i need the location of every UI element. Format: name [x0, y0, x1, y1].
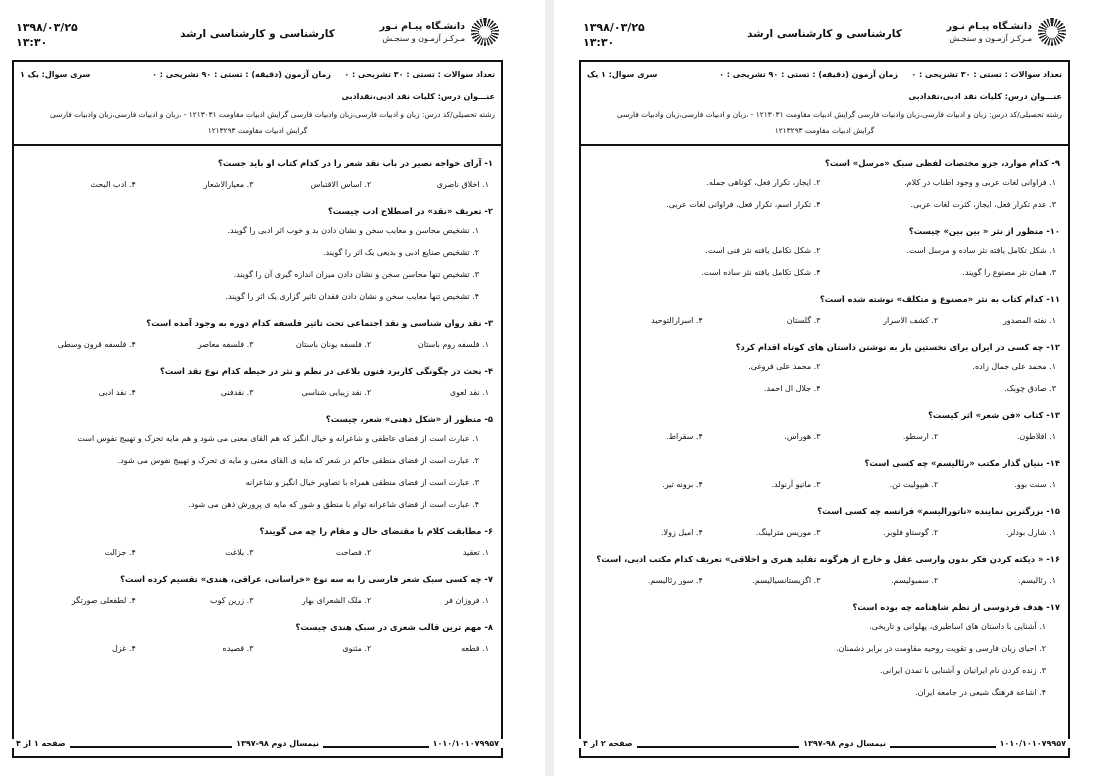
- question-item: [22, 154, 493, 196]
- answer-option[interactable]: ۴. برونه تیر.: [662, 479, 703, 489]
- answer-options: [589, 308, 1060, 332]
- answer-option[interactable]: ۲. فلسفه یونان باستان: [295, 339, 372, 349]
- exam-frame: [12, 60, 503, 758]
- answer-option[interactable]: ۲. فصاحت: [335, 547, 372, 557]
- answer-option[interactable]: ۲. ایجاز، تکرار فعل، کوتاهی جمله.: [706, 178, 821, 187]
- answer-option[interactable]: ۱. تعقید: [462, 547, 489, 557]
- question-text: ۸- مهم ترین قالب شعری در سبک هندی چیست؟: [295, 622, 493, 632]
- logo-name: دانشـگاه پیـام نـور: [946, 21, 1032, 32]
- exam-date: ۱۳۹۸/۰۳/۲۵: [583, 21, 645, 34]
- footer-page-number: صفحه ۲ از ۴: [579, 739, 637, 748]
- logo-subtitle: مـرکـز آزمـون و سنجـش: [949, 34, 1032, 43]
- answer-option[interactable]: ۴. فلسفه قرون وسطی: [57, 339, 136, 349]
- exam-duration: زمان آزمون (دقیقه) : تستی : ۹۰ تشریحی : ۰: [719, 70, 898, 79]
- answer-options: [589, 616, 1060, 704]
- page-header: [0, 0, 515, 58]
- field-code-line1: رشته تحصیلی/کد درس: زبان و ادبیات فارسی،زبان وادبیات فارسی گرایش ادبیات مقاومت ۱۲۱۳۰۳۱ - ،زبان و ادبیات فارسی،زبان وادبیات فارسی: [617, 110, 1062, 119]
- exam-info-box: [14, 62, 501, 146]
- field-code-line2: گرایش ادبیات مقاومت ۱۲۱۳۲۹۳: [207, 126, 308, 135]
- question-count: تعداد سوالات : تستی : ۳۰ تشریحی : ۰: [911, 70, 1062, 79]
- answer-option[interactable]: ۱. سنت بوو.: [1014, 479, 1056, 489]
- answer-option[interactable]: ۲. ارسطو.: [902, 431, 939, 441]
- answer-option[interactable]: ۱. فراوانی لغات عربی و وجود اطناب در کلام.: [904, 178, 1056, 187]
- answer-options: [22, 220, 493, 308]
- answer-option[interactable]: ۲. اساس الاقتباس: [310, 179, 372, 189]
- question-text: ۱۲- چه کسی در ایران برای نخستین بار به نوشتن داستان های کوتاه اقدام کرد؟: [735, 342, 1060, 352]
- question-text: ۱۷- هدف فردوسی از نظم شاهنامه چه بوده است؟: [852, 602, 1060, 612]
- answer-option[interactable]: ۲. نقد زیبایی شناسی: [301, 387, 372, 397]
- answer-option[interactable]: ۲. شکل تکامل یافته نثر فنی است.: [705, 246, 821, 255]
- answer-option[interactable]: ۱. شارل بودلر.: [1005, 527, 1056, 537]
- answer-option[interactable]: ۴. سور رئالیسم.: [647, 575, 703, 585]
- answer-options: [589, 356, 1060, 400]
- answer-option[interactable]: ۲. عبارت است از فضای منطقی حاکم در شعر که مایه ی القای معنی و مایه ی تحرک و تهییج نفوس می شود.: [117, 456, 479, 465]
- answer-option[interactable]: ۳. موریس مترلینگ.: [755, 527, 821, 537]
- question-series: سری سوال: ۱ یک: [587, 70, 658, 79]
- question-item: [589, 502, 1060, 544]
- question-item: [22, 410, 493, 516]
- exam-page-1: [0, 0, 515, 776]
- answer-option[interactable]: ۳. فلسفه معاصر: [197, 339, 254, 349]
- page-footer: [12, 739, 503, 753]
- answer-options: [22, 332, 493, 356]
- answer-option[interactable]: ۳. زرین کوب: [210, 595, 254, 605]
- answer-option[interactable]: ۳. گلستان: [786, 315, 821, 325]
- answer-option[interactable]: ۱. افلاطون.: [1016, 431, 1056, 441]
- question-item: [22, 570, 493, 612]
- answer-option[interactable]: ۴. سقراط.: [666, 431, 703, 441]
- exam-time: ۱۳:۳۰: [583, 36, 615, 49]
- question-text: ۱۵- بزرگترین نماینده «ناتورالیسم» فرانسه چه کسی است؟: [817, 506, 1060, 516]
- answer-option[interactable]: ۳. قصیده: [222, 643, 254, 653]
- answer-option[interactable]: ۴. اسرارالتوحید: [651, 315, 703, 325]
- university-emblem-icon: [471, 18, 499, 46]
- answer-option[interactable]: ۱. فروزان فر: [444, 595, 489, 605]
- answer-option[interactable]: ۳. صادق چوبک.: [1004, 384, 1056, 393]
- exam-date: ۱۳۹۸/۰۳/۲۵: [16, 21, 78, 34]
- question-item: [589, 598, 1060, 704]
- question-series: سری سوال: یک ۱: [20, 70, 91, 79]
- university-logo: [931, 18, 1066, 48]
- field-code-line2: گرایش ادبیات مقاومت ۱۲۱۳۲۹۳: [774, 126, 875, 135]
- answer-option[interactable]: ۱. عبارت است از فضای عاطفی و شاعرانه و خیال انگیز که هم القای معنی می شود و هم مایه تحرک و تهییج نفوس است: [77, 434, 479, 443]
- answer-option[interactable]: ۲. مثنوی: [342, 643, 372, 653]
- answer-option[interactable]: ۴. عبارت است از فضای شاعرانه توام با منطق و شور که مایه ی پرورش ذهن می شود.: [188, 500, 479, 509]
- footer-term: نیمسال دوم ۹۸-۱۳۹۷: [799, 739, 890, 748]
- question-item: [589, 454, 1060, 496]
- logo-name: دانشـگاه پیـام نـور: [379, 21, 465, 32]
- answer-option[interactable]: ۱. فلسفه روم باستان: [417, 339, 489, 349]
- answer-option[interactable]: ۱. نقد لغوی: [449, 387, 489, 397]
- answer-options: [589, 172, 1060, 216]
- question-text: ۶- مطابقت کلام با مقتضای حال و مقام را چه می گویند؟: [259, 526, 493, 536]
- answer-option[interactable]: ۱. شکل تکامل یافته نثر ساده و مرسل است.: [906, 246, 1056, 255]
- footer-term: نیمسال دوم ۹۸-۱۳۹۷: [232, 739, 323, 748]
- page-header: [567, 0, 1082, 58]
- answer-options: [589, 240, 1060, 284]
- answer-options: [22, 380, 493, 404]
- answer-option[interactable]: ۴. شکل تکامل یافته نثر ساده است.: [701, 268, 821, 277]
- question-item: [22, 202, 493, 308]
- answer-option[interactable]: ۳. نقدفنی: [220, 387, 254, 397]
- answer-options: [22, 428, 493, 516]
- question-item: [589, 290, 1060, 332]
- answer-option[interactable]: ۱. رئالیسم.: [1018, 575, 1056, 585]
- footer-code: ۱۰۱۰/۱۰۱۰۷۹۹۵۷: [429, 739, 503, 748]
- answer-option[interactable]: ۴. اشاعه فرهنگ شیعی در جامعه ایران.: [915, 688, 1046, 697]
- answer-option[interactable]: ۴. تشخیص تنها معایب سخن و نشان دادن فقدان تاثیر گزاری یک اثر را گویند.: [225, 292, 479, 301]
- answer-option[interactable]: ۱. آشنایی با داستان های اساطیری، پهلوانی و تاریخی.: [869, 622, 1046, 631]
- answer-options: [589, 568, 1060, 592]
- answer-option[interactable]: ۳. عدم تکرار فعل، ایجاز، کثرت لغات عربی.: [910, 200, 1056, 209]
- answer-option[interactable]: ۲. احیای زبان فارسی و تقویت روحیه مقاومت در برابر دشمنان.: [835, 644, 1046, 653]
- answer-options: [22, 636, 493, 660]
- question-item: [22, 362, 493, 404]
- answer-option[interactable]: ۴. نقد ادبی: [98, 387, 136, 397]
- answer-option[interactable]: ۴. امیل زولا.: [661, 527, 703, 537]
- answer-option[interactable]: ۲. سمبولیسم.: [891, 575, 939, 585]
- question-text: ۱۱- کدام کتاب به نثر «مصنوع و متکلف» نوشته شده است؟: [819, 294, 1060, 304]
- answer-options: [589, 472, 1060, 496]
- answer-option[interactable]: ۱. تشخیص محاسن و معایب سخن و نشان دادن بد و خوب اثر ادبی را گویند.: [227, 226, 479, 235]
- university-logo: [364, 18, 499, 48]
- question-text: ۷- چه کسی سبک شعر فارسی را به سه نوع «خراسانی، عراقی، هندی» تقسیم کرده است؟: [120, 574, 493, 584]
- answer-option[interactable]: ۳. زنده کردن نام ایرانیان و آشنایی با تمدن ایرانی.: [879, 666, 1046, 675]
- logo-subtitle: مـرکـز آزمـون و سنجـش: [382, 34, 465, 43]
- exam-level-title: کارشناسی و کارشناسی ارشد: [180, 28, 335, 40]
- answer-option[interactable]: ۱. قطعه: [461, 643, 489, 653]
- question-text: ۴- بحث در چگونگی کاربرد فنون بلاغی در نظم و نثر در حیطه کدام نوع نقد است؟: [159, 366, 493, 376]
- question-text: ۵- منظور از «شکل ذهنی» شعر، چیست؟: [325, 414, 493, 424]
- answer-option[interactable]: ۱. اخلاق ناصری: [436, 179, 489, 189]
- exam-level-title: کارشناسی و کارشناسی ارشد: [747, 28, 902, 40]
- answer-option[interactable]: ۲. ملک الشعرای بهار: [301, 595, 372, 605]
- question-text: ۱۰- منظور از نثر « بین بین» چیست؟: [908, 226, 1060, 236]
- page-gutter: [545, 0, 554, 776]
- answer-option[interactable]: ۴. لطفعلی صورتگر: [71, 595, 136, 605]
- exam-duration: زمان آزمون (دقیقه) : تستی : ۹۰ تشریحی : ۰: [152, 70, 331, 79]
- exam-frame: [579, 60, 1070, 758]
- answer-option[interactable]: ۳. معیارالاشعار: [203, 179, 254, 189]
- answer-option[interactable]: ۲. تشخیص صنایع ادبی و بدیعی یک اثر را گویند.: [323, 248, 479, 257]
- university-emblem-icon: [1038, 18, 1066, 46]
- answer-option[interactable]: ۳. هوراس.: [784, 431, 821, 441]
- footer-code: ۱۰۱۰/۱۰۱۰۷۹۹۵۷: [996, 739, 1070, 748]
- page-footer: [579, 739, 1070, 753]
- answer-option[interactable]: ۴. ادب البحث: [90, 179, 136, 189]
- question-text: ۱۶- « دیکته کردن فکر بدون وارسی عقل و خارج از هرگونه تقلید هنری و اخلاقی» تعریف کدام مکتب ادبی، است؟: [596, 554, 1060, 564]
- answer-option[interactable]: ۲. هیپولیت تن.: [889, 479, 939, 489]
- answer-option[interactable]: ۴. تکرار اسم، تکرار فعل، فراوانی لغات عربی.: [666, 200, 821, 209]
- field-code-line1: رشته تحصیلی/کد درس: زبان و ادبیات فارسی،زبان وادبیات فارسی گرایش ادبیات مقاومت ۱۲۱۳۰۳۱ - ،زبان و ادبیات فارسی،زبان وادبیات فارسی: [50, 110, 495, 119]
- exam-time: ۱۳:۳۰: [16, 36, 48, 49]
- answer-option[interactable]: ۴. جزالت: [104, 547, 136, 557]
- answer-option[interactable]: ۲. محمد علی فروغی.: [748, 362, 821, 371]
- answer-option[interactable]: ۱. نفثه المصدور: [1002, 315, 1056, 325]
- answer-option[interactable]: ۳. تشخیص تنها محاسن سخن و نشان دادن میزان اندازه گیری آن را گویند.: [233, 270, 479, 279]
- answer-options: [589, 520, 1060, 544]
- answer-option[interactable]: ۲. کشف الاسرار: [883, 315, 939, 325]
- question-text: ۲- تعریف «نقد» در اصطلاح ادب چیست؟: [327, 206, 493, 216]
- answer-option[interactable]: ۴. جلال ال احمد.: [763, 384, 821, 393]
- answer-option[interactable]: ۴. غزل: [111, 643, 136, 653]
- question-item: [589, 222, 1060, 284]
- question-item: [589, 550, 1060, 592]
- answer-options: [22, 540, 493, 564]
- course-title: عنـــوان درس: کلیات نقد ادبی،نقدادبی: [341, 92, 495, 101]
- course-title: عنـــوان درس: کلیات نقد ادبی،نقدادبی: [908, 92, 1062, 101]
- question-item: [22, 522, 493, 564]
- answer-option[interactable]: ۱. محمد علی جمال زاده.: [972, 362, 1056, 371]
- answer-options: [589, 424, 1060, 448]
- exam-info-box: [581, 62, 1068, 146]
- question-item: [589, 406, 1060, 448]
- answer-options: [22, 588, 493, 612]
- question-count: تعداد سوالات : تستی : ۳۰ تشریحی : ۰: [344, 70, 495, 79]
- question-item: [22, 314, 493, 356]
- answer-option[interactable]: ۳. بلاغت: [225, 547, 254, 557]
- question-text: ۱۴- بنیان گذار مکتب «رئالیسم» چه کسی است؟: [864, 458, 1060, 468]
- question-text: ۱- آرای خواجه نصیر در باب نقد شعر را در کدام کتاب او باید جست؟: [218, 158, 493, 168]
- answer-option[interactable]: ۳. عبارت است از فضای منطقی همراه با تصاویر خیال انگیز و شاعرانه: [245, 478, 479, 487]
- question-item: [22, 618, 493, 660]
- question-text: ۹- کدام موارد، جزو مختصات لفظی سبک «مرسل» است؟: [825, 158, 1060, 168]
- answer-option[interactable]: ۲. گوستاو فلوبر.: [883, 527, 939, 537]
- exam-page-2: [567, 0, 1082, 776]
- answer-option[interactable]: ۳. همان نثر مصنوع را گویند.: [962, 268, 1056, 277]
- answer-option[interactable]: ۳. ماتیو آرنولد.: [771, 479, 821, 489]
- answer-option[interactable]: ۳. اگزیستانسیالیسم.: [752, 575, 821, 585]
- footer-page-number: صفحه ۱ از ۴: [12, 739, 70, 748]
- question-item: [589, 154, 1060, 216]
- answer-options: [22, 172, 493, 196]
- question-text: ۳- نقد روان شناسی و نقد اجتماعی تحت تاثیر فلسفه کدام دوره به وجود آمده است؟: [146, 318, 493, 328]
- question-item: [589, 338, 1060, 400]
- question-text: ۱۳- کتاب «فن شعر» اثر کیست؟: [928, 410, 1060, 420]
